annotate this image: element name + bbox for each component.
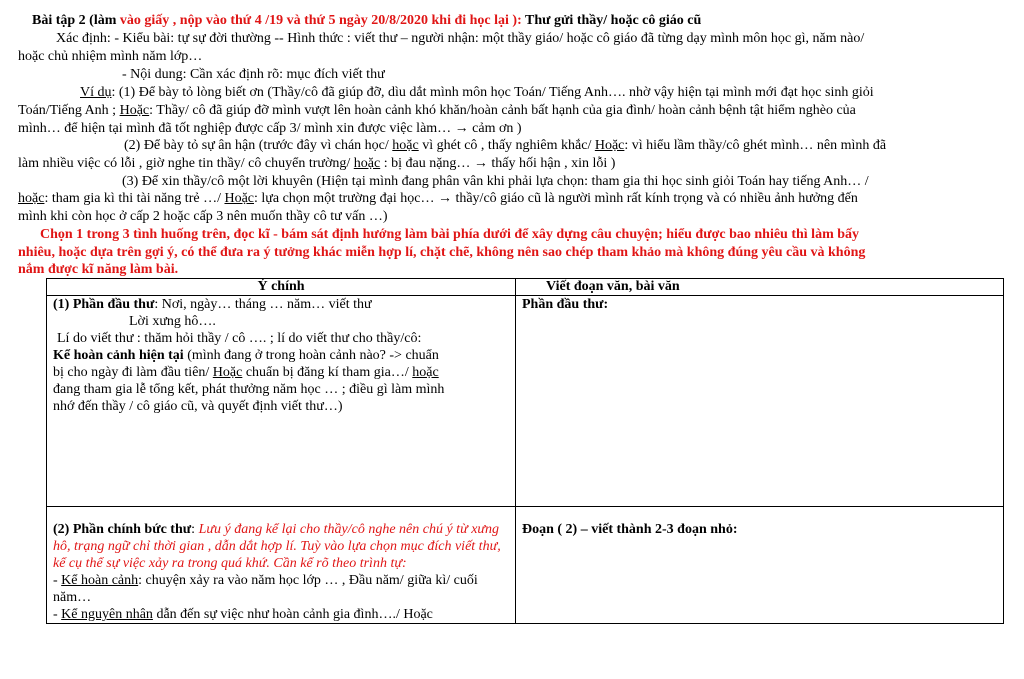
- or-label: hoặc: [412, 365, 439, 380]
- genre-line-cont: hoặc chủ nhiệm mình năm lớp…: [18, 49, 203, 64]
- row2-bullet1-label: Kể hoàn cảnh: [61, 573, 139, 588]
- row2-right-cell: [516, 507, 1004, 624]
- exercise-title-line: [32, 12, 701, 29]
- row1-context-2b: chuẩn bị đăng kí tham gia…/: [242, 365, 413, 380]
- example-2-text-a: (2) Để bày tỏ sự ân hận (trước đây vì chán học/: [124, 138, 393, 153]
- row2-left-cell: [47, 507, 516, 624]
- row2-title: (2) Phần chính bức thư: [53, 522, 192, 537]
- header-writing: Viết đoạn văn, bài văn: [516, 279, 1004, 296]
- example-2-text-c: : vì hiểu lầm thầy/cô ghét mình… nên mình đã: [624, 138, 887, 153]
- example-1-line: [80, 84, 874, 101]
- example-3-line-2: [18, 190, 858, 207]
- row1-context-2a: bị cho ngày đi làm đầu tiên/: [53, 365, 213, 380]
- exercise-title: Bài tập 2 (làm: [32, 13, 117, 28]
- example-2-line-2: [18, 155, 615, 172]
- example-3-text-a: : tham gia kì thi tài năng trẻ …/: [44, 191, 225, 206]
- content-line: - Nội dung: Cần xác định rõ: mục đích viết thư: [122, 67, 385, 82]
- genre-line: Xác định: - Kiểu bài: tự sự đời thường -- Hình thức : viết thư – người nhận: một thầy giáo/ hoặc cô giáo đã từng dạy mình môn học gì, năm nào/: [56, 31, 865, 46]
- row1-right-label: Phần đầu thư:: [522, 297, 609, 312]
- or-label: hoặc: [392, 138, 419, 153]
- exercise-topic: Thư gửi thầy/ hoặc cô giáo cũ: [521, 13, 702, 28]
- or-label: hoặc: [18, 191, 45, 206]
- table-header-row: [47, 279, 1004, 296]
- row1-right-cell: [516, 296, 1004, 507]
- example-1-line-2: [18, 102, 856, 119]
- table-row: [47, 296, 1004, 507]
- example-1-text: : (1) Để bày tỏ lòng biết ơn (Thầy/cô đã giúp đỡ, dìu dắt mình môn học Toán/ Tiếng Anh…. nhờ vậy hiện tại mình mới đạt học sinh giỏi: [111, 85, 874, 100]
- row2-colon: :: [191, 522, 199, 537]
- row2-bullet1: : chuyện xảy ra vào năm học lớp … , Đầu năm/ giữa kì/ cuối năm…: [53, 573, 478, 605]
- example-2-text-e: : bị đau nặng… → thấy hối hận , xin lỗi ): [380, 156, 616, 171]
- example-2-text-d: làm nhiều việc có lỗi , giờ nghe tin thầy/ cô chuyển trường/: [18, 156, 354, 171]
- instruction-line-2: nhiêu, hoặc dựa trên gợi ý, có thể đưa ra ý tưởng khác miễn hợp lí, chặt chẽ, không nên sao chép tham khảo mà không đúng yêu cầu và không: [18, 245, 866, 260]
- example-1-text-2a: Toán/Tiếng Anh ;: [18, 103, 120, 118]
- or-label: Hoặc: [119, 103, 150, 118]
- row1-text: : Nơi, ngày… tháng … năm… viết thư: [154, 297, 372, 312]
- row1-title: (1) Phần đầu thư: [53, 297, 155, 312]
- example-3-line: (3) Để xin thầy/cô một lời khuyên (Hiện tại mình đang phân vân khi phải lựa chọn: tham gia thi học sinh giỏi Toán hay tiếng Anh… /: [122, 174, 869, 189]
- row1-context: (mình đang ở trong hoàn cảnh nào? -> chuẩn: [183, 348, 439, 363]
- table-row: [47, 507, 1004, 624]
- row1-context-label: Kể hoàn cảnh hiện tại: [53, 348, 184, 363]
- row1-reason: Lí do viết thư : thăm hỏi thầy / cô …. ; lí do viết thư cho thầy/cô:: [57, 331, 422, 346]
- example-3-line-3: mình khi còn học ở cấp 2 hoặc cấp 3 nên muốn thầy cô tư vấn …): [18, 209, 388, 224]
- row2-note: Lưu ý đang kể lại cho thầy/cô nghe nên chú ý từ xưng hô, trạng ngữ chỉ thời gian , dẫn dắt hợp lí. Tuỳ vào lựa chọn mục đích viết thư, kể cụ thể sự việc xảy ra trong quá khứ. Cần kể rõ theo trình tự:: [53, 522, 501, 571]
- row2-right-label: Đoạn ( 2) – viết thành 2-3 đoạn nhỏ:: [522, 522, 738, 537]
- example-1-text-2b: : Thầy/ cô đã giúp đỡ mình vượt lên hoàn cảnh khó khăn/hoàn cảnh bất hạnh của gia đình/ hoàn cảnh bệnh tật hiểm nghèo của: [149, 103, 856, 118]
- row2-bullet2: dẫn đến sự việc như hoàn cảnh gia đình…./ Hoặc: [152, 607, 433, 622]
- or-label: Hoặc: [594, 138, 625, 153]
- row2-bullet2-label: Kể nguyên nhân: [61, 607, 153, 622]
- outline-table: [46, 278, 1004, 624]
- row1-context-3: đang tham gia lễ tổng kết, phát thưởng năm học … ; điều gì làm mình: [53, 382, 445, 397]
- row1-left-cell: [47, 296, 516, 507]
- example-2-line: [124, 137, 886, 154]
- row1-context-4: nhớ đến thầy / cô giáo cũ, và quyết định viết thư…): [53, 399, 343, 414]
- deadline-text: vào giấy , nộp vào thứ 4 /19 và thứ 5 ngày 20/8/2020 khi đi học lại ):: [116, 13, 522, 28]
- or-label: Hoặc: [224, 191, 255, 206]
- or-label: Hoặc: [212, 365, 243, 380]
- instruction-line-3: nắm được kĩ năng làm bài.: [18, 262, 179, 277]
- or-label: hoặc: [353, 156, 381, 171]
- example-label: Ví dụ: [80, 85, 112, 100]
- header-main-ideas: Ý chính: [47, 279, 516, 296]
- example-3-text-b: : lựa chọn một trường đại học… → thầy/cô giáo cũ là người mình rất kính trọng và có nhiều ảnh hưởng đến: [254, 191, 858, 206]
- bullet-dash: -: [53, 607, 62, 622]
- row1-greeting: Lời xưng hô….: [129, 314, 216, 329]
- example-1-line-3: mình… để hiện tại mình đã tốt nghiệp được cấp 3/ mình xin được việc làm… → cảm ơn ): [18, 121, 522, 136]
- example-2-text-b: vì ghét cô , thấy nghiêm khắc/: [418, 138, 595, 153]
- bullet-dash: -: [53, 573, 62, 588]
- instruction-line-1: Chọn 1 trong 3 tình huống trên, đọc kĩ - bám sát định hướng làm bài phía dưới để xây dựng câu chuyện; hiểu được bao nhiêu thì làm bấy: [40, 227, 860, 242]
